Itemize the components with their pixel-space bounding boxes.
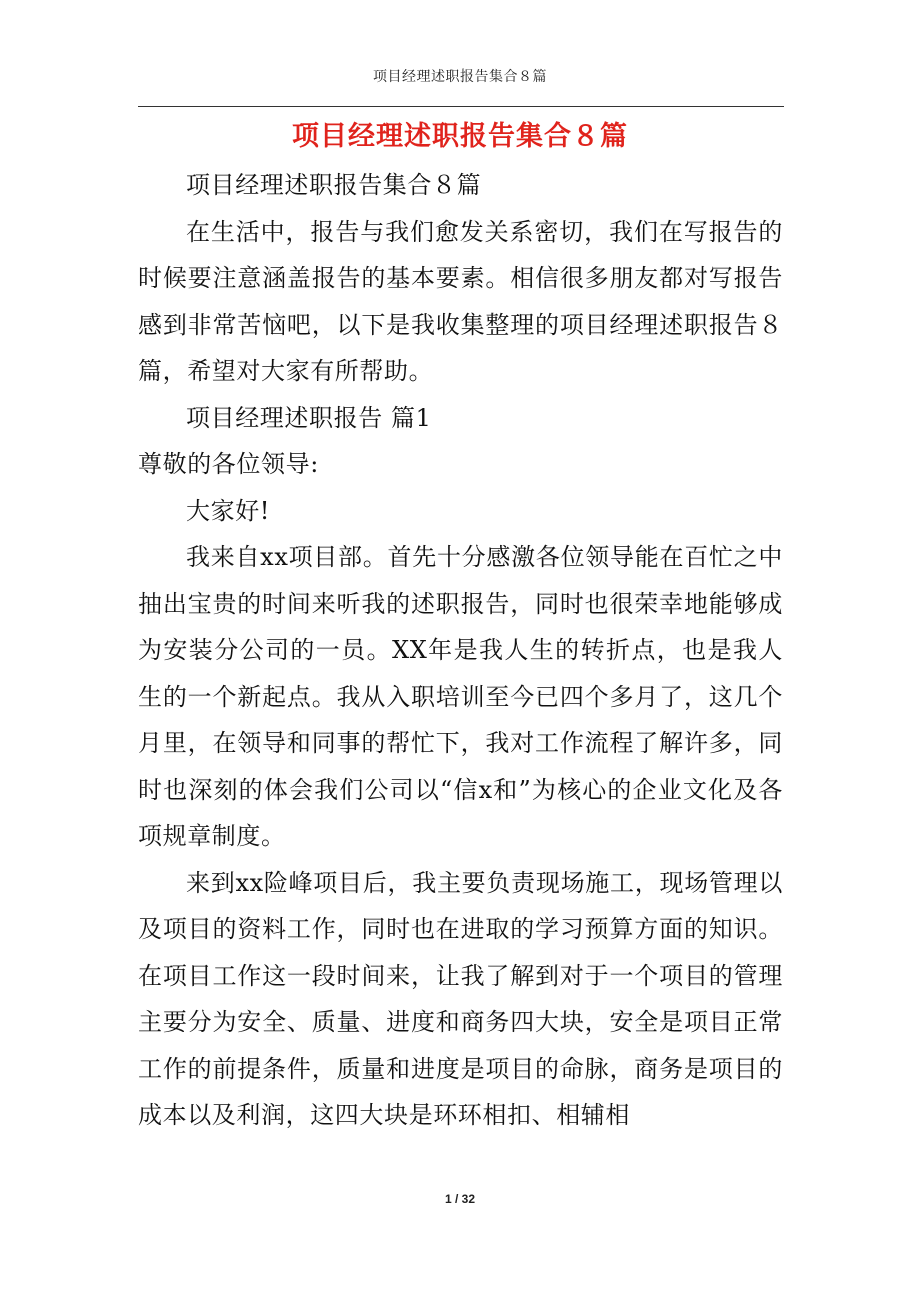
- body-paragraph: 我来自xx项目部。首先十分感激各位领导能在百忙之中抽出宝贵的时间来听我的述职报告，同时也很荣幸地能够成为安装分公司的一员。XX年是我人生的转折点，也是我人生的一个新起点。我从入职培训至今已四个多月了，这几个月里，在领导和同事的帮忙下，我对工作流程了解许多，同时也深刻的体会我们公司以“信x和”为核心的企业文化及各项规章制度。: [138, 543, 783, 850]
- document-title: 项目经理述职报告集合８篇: [292, 121, 628, 152]
- section-heading: 项目经理述职报告 篇1: [186, 403, 432, 432]
- body-paragraph: 来到xx险峰项目后，我主要负责现场施工，现场管理以及项目的资料工作，同时也在进取的学习预算方面的知识。在项目工作这一段时间来，让我了解到对于一个项目的管理主要分为安全、质量、进度和商务四大块，安全是项目正常工作的前提条件，质量和进度是项目的命脉，商务是项目的成本以及利润，这四大块是环环相扣、相辅相: [138, 868, 783, 1129]
- salutation: 尊敬的各位领导:: [138, 450, 319, 478]
- running-header: 项目经理述职报告集合８篇: [373, 69, 547, 85]
- document-body: [138, 162, 783, 1139]
- subtitle-paragraph: 项目经理述职报告集合８篇: [186, 171, 482, 199]
- page-number: 1 / 32: [444, 1192, 476, 1206]
- intro-paragraph: 在生活中，报告与我们愈发关系密切，我们在写报告的时候要注意涵盖报告的基本要素。相信很多朋友都对写报告感到非常苦恼吧，以下是我收集整理的项目经理述职报告８篇，希望对大家有所帮助。: [138, 217, 783, 385]
- header-divider: [138, 106, 784, 107]
- greeting: 大家好!: [186, 496, 271, 525]
